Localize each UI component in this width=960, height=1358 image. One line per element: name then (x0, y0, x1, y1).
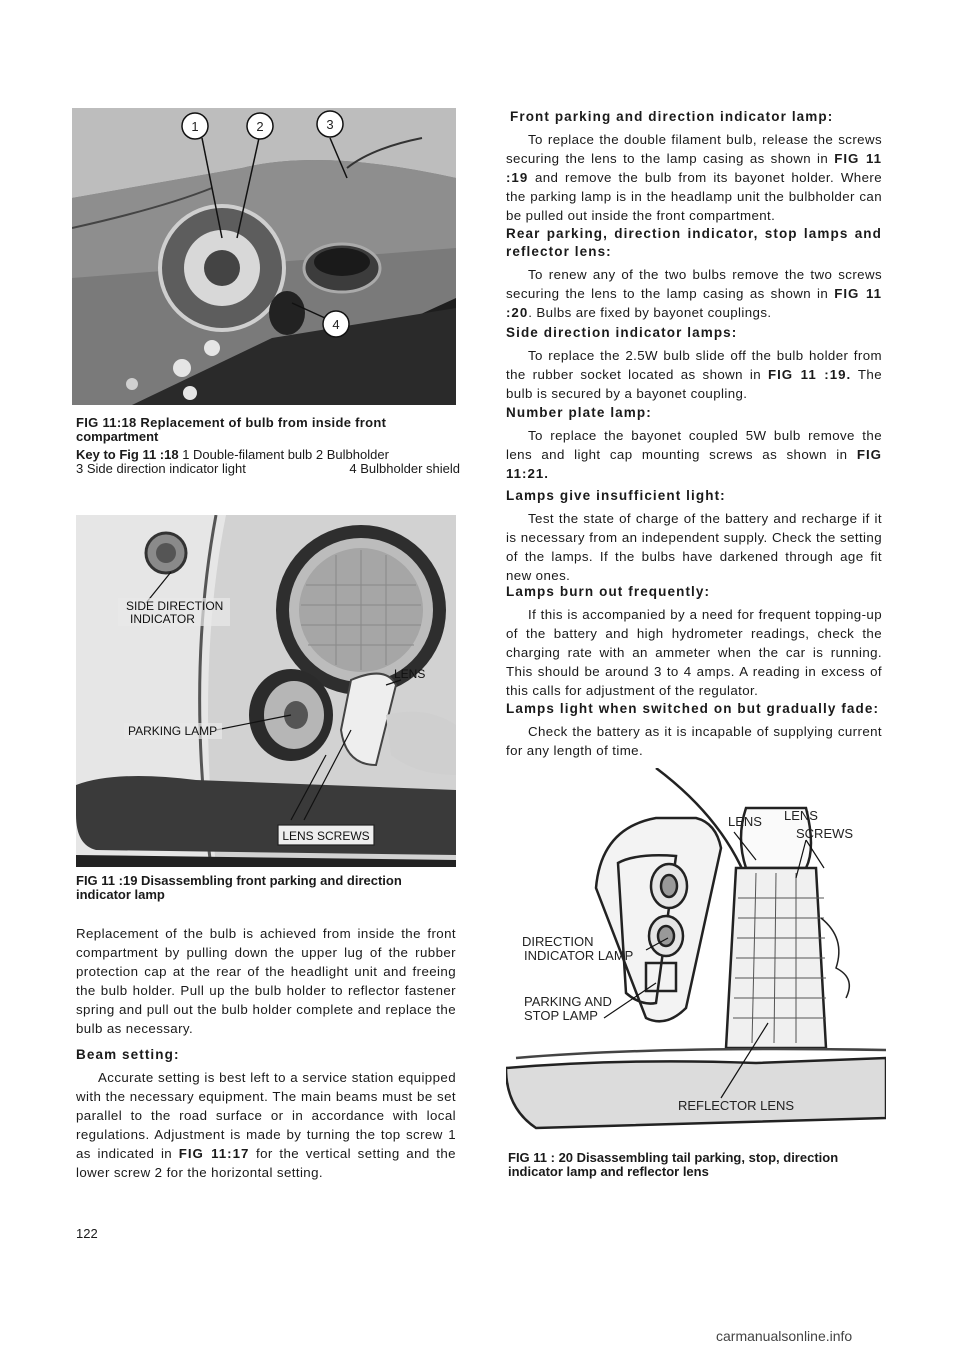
section-number-plate: Number plate lamp: To replace the bayonet coupled 5W bulb remove the lens and light cap mounting screws as shown in FIG 11:21. (506, 405, 882, 481)
page-number: 122 (76, 1226, 98, 1241)
label-lens-screws: LENS SCREWS (282, 829, 370, 843)
label-side-direction: SIDE DIRECTION (126, 599, 224, 613)
section-heading: Number plate lamp: (506, 405, 652, 420)
callout-3 (317, 111, 343, 137)
section-heading: Beam setting: (76, 1047, 180, 1062)
section-heading: Lamps give insufficient light: (506, 488, 726, 503)
section-heading: Side direction indicator lamps: (506, 325, 738, 340)
label-reflector-lens: REFLECTOR LENS (678, 1098, 795, 1113)
svg-text:3: 3 (326, 117, 334, 132)
section-heading: Rear parking, direction indicator, stop lamps and reflector lens: (506, 226, 882, 259)
svg-text:1: 1 (191, 119, 199, 134)
section-rear-parking: Rear parking, direction indicator, stop lamps and reflector lens: To renew any of the two bulbs remove the two screws securing the lens to the lamp casing as shown in FIG 11 :20. Bulbs are fixed by bayonet couplings. (506, 226, 882, 320)
left-paragraph: Replacement of the bulb is achieved from inside the front compartment by pulling down the upper lug of the rubber protection cap at the rear of the headlight unit and freeing the bulb holder. Pull up the bulb holder to reflector fastener spring and pull out the bulb holder complete and replace the bulb as necessary. (76, 926, 456, 1036)
fig-11-18-key: Key to Fig 11 :18 1 Double-filament bulb 2 Bulbholder 3 Side direction indicator light 4 Bulbholder shield (76, 447, 460, 476)
section-front-parking: Front parking and direction indicator lamp: To replace the double filament bulb, release the screws securing the lens to the lamp casing as shown in FIG 11 :19 and remove the bulb from its bayonet holder. Where the parking lamp is in the headlamp unit the bulbholder can be pulled out inside the front compartment. (506, 109, 882, 223)
label-lens-screws: LENS (784, 808, 818, 823)
section-insufficient-light: Lamps give insufficient light: Test the state of charge of the battery and recharge if it is necessary from an independent supply. Check the setting of the lamps. If the bulbs have darkened through age fit new ones. (506, 488, 882, 583)
label-stop-lamp: STOP LAMP (524, 1008, 598, 1023)
section-heading: Lamps burn out frequently: (506, 584, 711, 599)
svg-text:2: 2 (256, 119, 264, 134)
section-burn-out: Lamps burn out frequently: If this is accompanied by a need for frequent topping-up of the battery and high hydrometer readings, check the charging rate with an ammeter when the car is running. This should be around 3 to 4 amps. A reading in excess of this calls for adjustment of the regulator. (506, 584, 882, 698)
label-direction: DIRECTION (522, 934, 594, 949)
svg-text:4: 4 (332, 317, 340, 332)
label-lens: LENS (728, 814, 762, 829)
section-beam-setting: Beam setting: Accurate setting is best left to a service station equipped with the necessary equipment. The main beams must be set parallel to the road surface or in accordance with local regulations. Adjustment is made by turning the top screw 1 as indicated in FIG 11:17 for the vertical setting and the lower screw 2 for the horizontal setting. (76, 1047, 456, 1180)
label-screws: SCREWS (796, 826, 854, 841)
section-heading: Lamps light when switched on but gradually fade: (506, 701, 880, 716)
callout-1 (182, 113, 208, 139)
label-indicator-lamp: INDICATOR LAMP (524, 948, 634, 963)
fig-11-18-photo (72, 108, 456, 405)
label-parking-and: PARKING AND (524, 994, 612, 1009)
label-parking-lamp: PARKING LAMP (128, 724, 218, 738)
watermark: carmanualsonline.info (716, 1328, 853, 1344)
section-side-direction: Side direction indicator lamps: To replace the 2.5W bulb slide off the bulb holder from the rubber socket located as shown in FIG 11 :19. The bulb is secured by a bayonet coupling. (506, 325, 882, 401)
fig-11-20-caption: FIG 11 : 20 Disassembling tail parking, stop, direction indicator lamp and reflector lens (508, 1150, 839, 1179)
fig-11-20-drawing (506, 768, 886, 1144)
section-heading: Front parking and direction indicator lamp: (510, 109, 834, 124)
fig-11-18-caption: FIG 11:18 Replacement of bulb from inside front compartment (76, 415, 387, 444)
callout-2 (247, 113, 273, 139)
label-indicator: INDICATOR (130, 612, 195, 626)
callout-4 (323, 311, 349, 337)
fig-11-19-photo (76, 515, 456, 867)
label-lens: LENS (394, 667, 426, 681)
fig-11-19-caption: FIG 11 :19 Disassembling front parking and direction indicator lamp (76, 873, 402, 902)
section-gradually-fade: Lamps light when switched on but gradually fade: Check the battery as it is incapable of supplying current for any length of time. (506, 701, 882, 758)
